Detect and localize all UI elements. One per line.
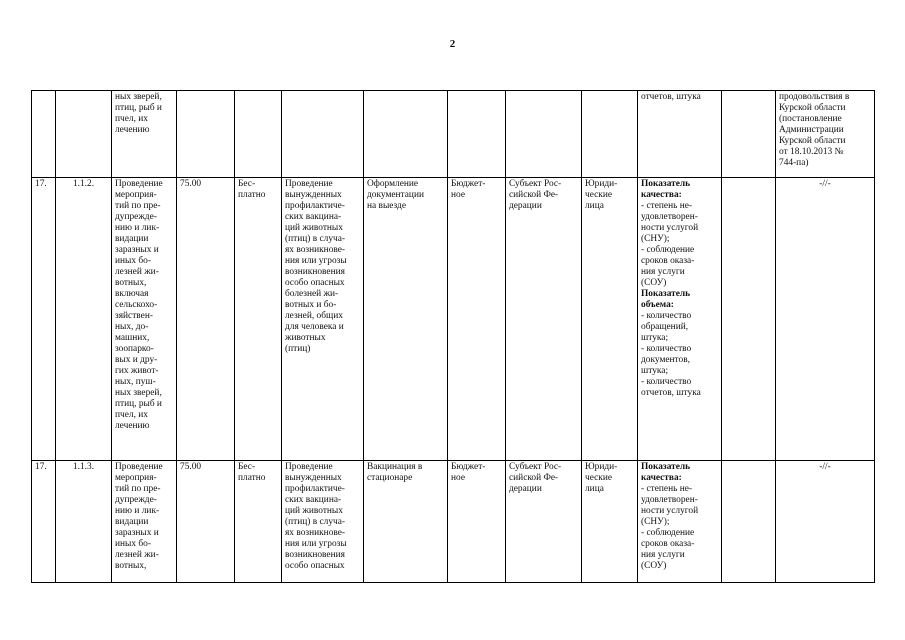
cell-empty	[722, 91, 776, 178]
cell-consumers	[582, 91, 638, 178]
page-number: 2	[449, 38, 456, 50]
cell-consumers: Юриди- ческие лица	[582, 461, 638, 583]
table-row	[32, 178, 875, 461]
cell-type: Бюджет- ное	[448, 461, 506, 583]
cell-legal-basis: продовольствия в Курской области (постановление Администрации Курской области от 18.10.2013 № 744-па)	[776, 91, 875, 178]
cell-service-name: ных зверей, птиц, рыб и пчел, их лечению	[112, 91, 177, 178]
cell-content: Проведение вынужденных профилактиче- ских вакцина- ций животных (птиц) в случа- ях возникнове- ния или угрозы возникновения особо опасных	[282, 461, 364, 583]
cell-service-name: Проведение мероприя- тий по пре- дупрежде- нию и лик- видации заразных и иных бо- лезней жи- вотных, включая сельскохо- зяйствен- ных, до- машних, зоопарко- вых и дру- гих живот- ных, пуш- ных зверей, птиц, рыб и пчел, их лечению	[112, 178, 177, 461]
cell-empty	[722, 461, 776, 583]
cell-code: 1.1.3.	[56, 461, 112, 583]
cell-indicators	[638, 461, 722, 583]
cell-authority: Субъект Рос- сийской Фе- дерации	[506, 461, 582, 583]
cell-number: 17.	[32, 461, 56, 583]
cell-price: 75.00	[177, 461, 235, 583]
cell-authority: Субъект Рос- сийской Фе- дерации	[506, 178, 582, 461]
cell-type	[448, 91, 506, 178]
cell-conditions: Вакцинация в стационаре	[364, 461, 448, 583]
cell-payment: Бес- платно	[235, 178, 282, 461]
cell-indicators: отчетов, штука	[638, 91, 722, 178]
cell-payment	[235, 91, 282, 178]
cell-price: 75.00	[177, 178, 235, 461]
cell-conditions	[364, 91, 448, 178]
cell-content: Проведение вынужденных профилактиче- ских вакцина- ций животных (птиц) в случа- ях возникнове- ния или угрозы возникновения особо опасных болезней жи- вотных и бо- лезней, общих для человека и животных (птиц)	[282, 178, 364, 461]
quality-indicator-title: Показатель качества:	[641, 462, 691, 483]
cell-legal-basis: -//-	[776, 178, 875, 461]
volume-indicator-list: - количество обращений, штука; - количество документов, штука; - количество отчетов, штука	[641, 311, 701, 398]
volume-indicator-title: Показатель объема:	[641, 289, 691, 310]
cell-indicators	[638, 178, 722, 461]
cell-conditions: Оформление документации на выезде	[364, 178, 448, 461]
cell-payment: Бес- платно	[235, 461, 282, 583]
cell-empty	[722, 178, 776, 461]
services-table	[31, 90, 875, 583]
cell-price	[177, 91, 235, 178]
cell-code: 1.1.2.	[56, 178, 112, 461]
table-row	[32, 461, 875, 583]
cell-legal-basis: -//-	[776, 461, 875, 583]
table-row	[32, 91, 875, 178]
quality-indicator-list: - степень не- удовлетворен- ности услугой (СНУ); - соблюдение сроков оказа- ния услуги (СОУ)	[641, 201, 699, 288]
cell-service-name: Проведение мероприя- тий по пре- дупрежде- нию и лик- видации заразных и иных бо- лезней жи- вотных,	[112, 461, 177, 583]
cell-number	[32, 91, 56, 178]
quality-indicator-list: - степень не- удовлетворен- ности услугой (СНУ); - соблюдение сроков оказа- ния услуги (СОУ)	[641, 484, 699, 571]
cell-content	[282, 91, 364, 178]
quality-indicator-title: Показатель качества:	[641, 179, 691, 200]
cell-code	[56, 91, 112, 178]
cell-number: 17.	[32, 178, 56, 461]
cell-authority	[506, 91, 582, 178]
cell-type: Бюджет- ное	[448, 178, 506, 461]
cell-consumers: Юриди- ческие лица	[582, 178, 638, 461]
